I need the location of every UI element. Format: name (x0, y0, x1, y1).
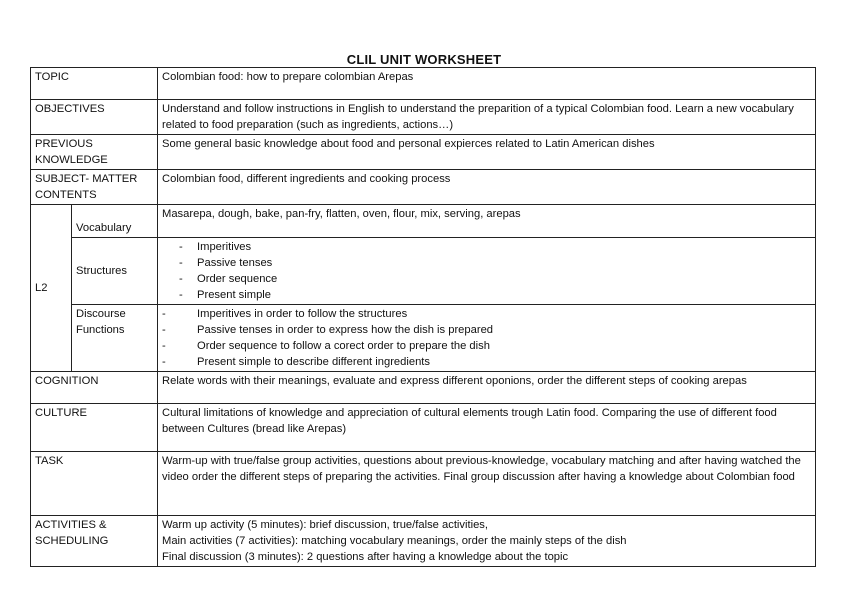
worksheet-title: CLIL UNIT WORKSHEET (346, 52, 502, 67)
previous-knowledge-value: Some general basic knowledge about food and personal expierces related to Latin American dishes (158, 135, 816, 170)
task-label: TASK (31, 452, 158, 516)
objectives-value: Understand and follow instructions in English to understand the preparition of a typical Colombian food. Learn a new vocabulary related to food preparation (such as ingredients, actions…) (158, 100, 816, 135)
row-subject-matter (31, 170, 816, 205)
row-topic (31, 68, 816, 100)
objectives-label: OBJECTIVES (31, 100, 158, 135)
topic-label: TOPIC (31, 68, 158, 100)
culture-value: Cultural limitations of knowledge and appreciation of cultural elements trough Latin food. Comparing the use of different food between Cultures (bread like Arepas) (158, 404, 816, 452)
subject-matter-label: SUBJECT- MATTER CONTENTS (31, 170, 158, 205)
activities-line: Final discussion (3 minutes): 2 questions after having a knowledge about the topic (162, 551, 569, 563)
vocabulary-label: Vocabulary (72, 205, 158, 238)
row-previous-knowledge (31, 135, 816, 170)
l2-label: L2 (31, 205, 72, 372)
discourse-item: - Passive tenses in order to express how the dish is prepared (162, 322, 811, 338)
row-l2-structures (31, 238, 816, 305)
structures-list (158, 238, 816, 305)
discourse-functions-label: Discourse Functions (72, 305, 158, 372)
culture-label: CULTURE (31, 404, 158, 452)
row-task (31, 452, 816, 516)
row-activities (31, 516, 816, 567)
structures-label: Structures (72, 238, 158, 305)
cognition-label: COGNITION (31, 372, 158, 404)
cognition-value: Relate words with their meanings, evaluate and express different oponions, order the different steps of cooking arepas (158, 372, 816, 404)
discourse-item: - Order sequence to follow a corect order to prepare the dish (162, 338, 811, 354)
row-cognition (31, 372, 816, 404)
discourse-functions-list (158, 305, 816, 372)
structures-item: - Passive tenses (162, 255, 811, 271)
row-l2-vocabulary (31, 205, 816, 238)
worksheet-table (30, 67, 816, 567)
structures-item: - Order sequence (162, 271, 811, 287)
row-culture (31, 404, 816, 452)
activities-line: Warm up activity (5 minutes): brief discussion, true/false activities, (162, 519, 489, 531)
subject-matter-value: Colombian food, different ingredients and cooking process (158, 170, 816, 205)
previous-knowledge-label: PREVIOUS KNOWLEDGE (31, 135, 158, 170)
topic-value: Colombian food: how to prepare colombian Arepas (158, 68, 816, 100)
row-l2-discourse (31, 305, 816, 372)
activities-value (158, 516, 816, 567)
structures-item: - Present simple (162, 287, 811, 303)
activities-label: ACTIVITIES & SCHEDULING (31, 516, 158, 567)
task-value: Warm-up with true/false group activities, questions about previous-knowledge, vocabulary matching and after having watched the video order the different steps of preparing the activities. Final group discussion after having a knowledge about Colombian food (158, 452, 816, 516)
discourse-item: - Imperitives in order to follow the structures (162, 306, 811, 322)
vocabulary-value: Masarepa, dough, bake, pan-fry, flatten, oven, flour, mix, serving, arepas (158, 205, 816, 238)
discourse-item: - Present simple to describe different ingredients (162, 354, 811, 370)
structures-item: - Imperitives (162, 239, 811, 255)
activities-line: Main activities (7 activities): matching vocabulary meanings, order the mainly steps of the dish (162, 535, 627, 547)
row-objectives (31, 100, 816, 135)
